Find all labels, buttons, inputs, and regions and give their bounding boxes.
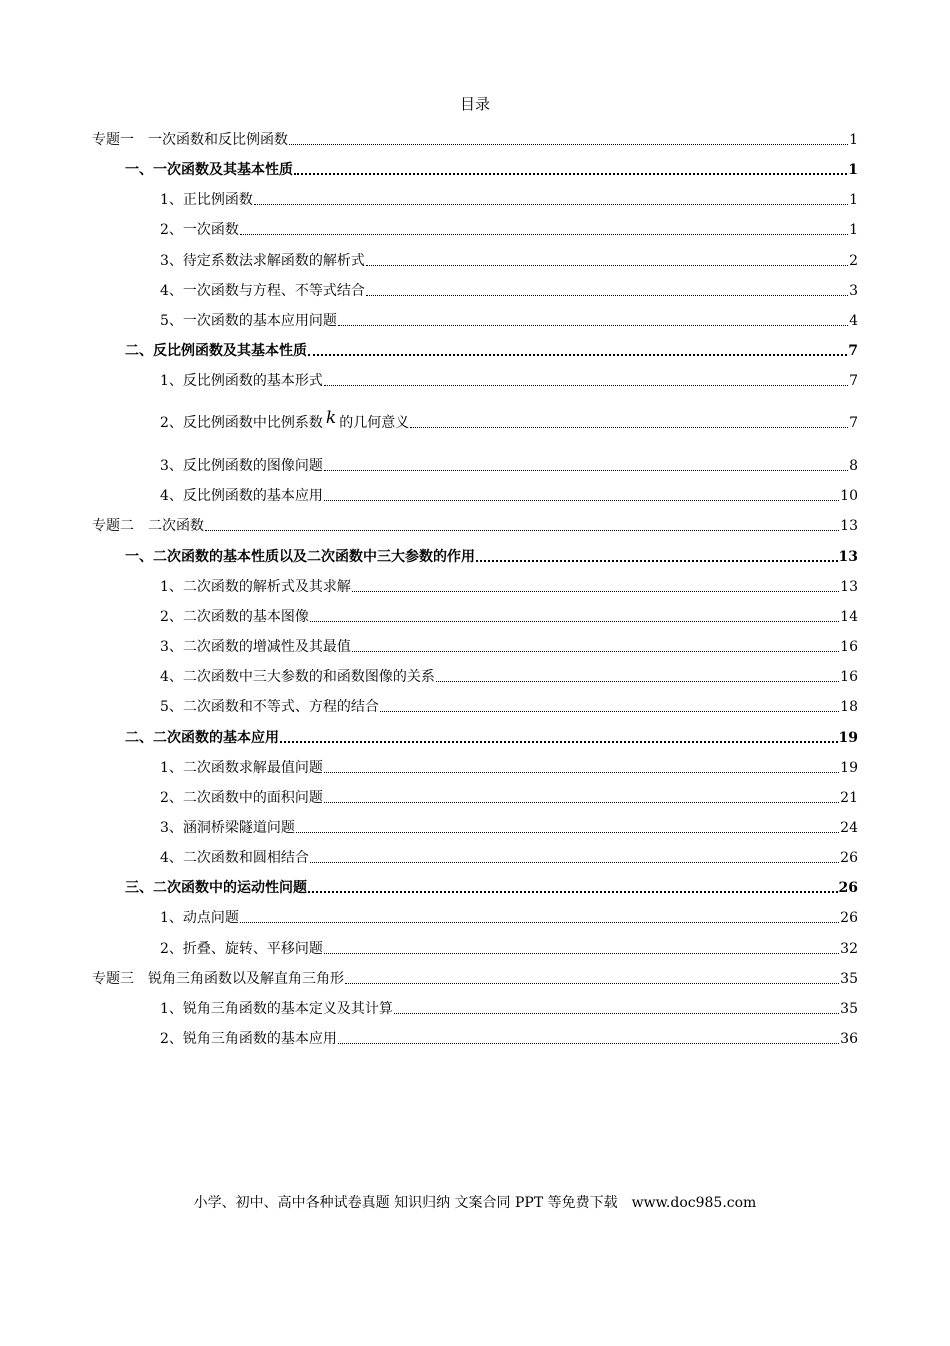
toc-entry-label: 1、二次函数的解析式及其求解	[160, 579, 351, 595]
dot-leader	[410, 427, 848, 428]
toc-entry-subsection[interactable]	[0, 280, 858, 300]
toc-entry-label: 二、二次函数的基本应用	[125, 730, 279, 746]
toc-entry-label: 1、动点问题	[160, 910, 239, 926]
toc-page-number: 35	[840, 1001, 858, 1017]
toc-page-number: 32	[840, 941, 858, 957]
math-variable-k: k	[325, 408, 337, 428]
toc-page-number: 1	[849, 192, 858, 208]
toc-entry-subsection[interactable]	[0, 310, 858, 330]
page-footer: 小学、初中、高中各种试卷真题 知识归纳 文案合同 PPT 等免费下载 www.doc985.com	[193, 1195, 757, 1211]
toc-entry-section[interactable]	[0, 877, 858, 897]
dot-leader	[324, 500, 839, 501]
toc-entry-label: 2、二次函数中的面积问题	[160, 790, 323, 806]
dot-leader	[394, 1013, 839, 1014]
toc-entry-label: 一、二次函数的基本性质以及二次函数中三大参数的作用	[125, 549, 475, 565]
toc-entry-label: 专题二 二次函数	[92, 518, 204, 534]
toc-page-number: 1	[849, 222, 858, 238]
dot-leader	[380, 711, 839, 712]
toc-entry-subsection[interactable]	[0, 370, 858, 390]
toc-entry-label: 3、涵洞桥梁隧道问题	[160, 820, 295, 836]
toc-entry-label: 一、一次函数及其基本性质	[125, 162, 293, 178]
toc-entry-label: 4、二次函数和圆相结合	[160, 850, 309, 866]
toc-entry-subsection[interactable]	[0, 606, 858, 626]
dot-leader	[324, 385, 848, 386]
toc-entry-label: 4、反比例函数的基本应用	[160, 488, 323, 504]
toc-page-number: 24	[840, 820, 858, 836]
dot-leader	[352, 651, 839, 652]
toc-entry-label: 1、二次函数求解最值问题	[160, 760, 323, 776]
dot-leader	[205, 530, 839, 531]
toc-page-number: 7	[849, 373, 858, 389]
toc-entry-topic-3[interactable]	[0, 968, 858, 988]
toc-entry-subsection[interactable]	[0, 219, 858, 239]
toc-entry-subsection[interactable]	[0, 847, 858, 867]
dot-leader	[294, 173, 847, 175]
toc-entry-subsection[interactable]	[0, 757, 858, 777]
toc-page-number: 18	[840, 699, 858, 715]
toc-entry-subsection[interactable]	[0, 250, 858, 270]
toc-page-number: 19	[838, 730, 858, 746]
dot-leader	[310, 862, 839, 863]
dot-leader	[366, 265, 848, 266]
toc-entry-label: 3、待定系数法求解函数的解析式	[160, 253, 365, 269]
toc-entry-label: 4、一次函数与方程、不等式结合	[160, 283, 365, 299]
toc-entry-label: 三、二次函数中的运动性问题	[125, 880, 307, 896]
toc-page-number: 26	[838, 880, 858, 896]
dot-leader	[280, 741, 838, 743]
toc-entry-label: 专题一 一次函数和反比例函数	[92, 132, 288, 148]
dot-leader	[324, 802, 839, 803]
toc-entry-subsection[interactable]	[0, 576, 858, 596]
toc-page-number: 13	[840, 518, 858, 534]
toc-entry-section[interactable]	[0, 340, 858, 360]
dot-leader	[324, 953, 839, 954]
toc-page-number: 16	[840, 639, 858, 655]
toc-entry-label: 1、反比例函数的基本形式	[160, 373, 323, 389]
toc-entry-label: 2、一次函数	[160, 222, 239, 238]
toc-page-number: 36	[840, 1031, 858, 1047]
toc-page-number: 7	[848, 343, 858, 359]
toc-entry-topic-1[interactable]	[0, 129, 858, 149]
dot-leader	[310, 621, 839, 622]
toc-entry-section[interactable]	[0, 159, 858, 179]
toc-entry-section[interactable]	[0, 546, 858, 566]
dot-leader	[476, 560, 838, 562]
toc-entry-label: 2、折叠、旋转、平移问题	[160, 941, 323, 957]
dot-leader	[240, 234, 848, 235]
toc-page-number: 1	[849, 132, 858, 148]
toc-page-number: 13	[840, 579, 858, 595]
toc-entry-label: 二、反比例函数及其基本性质	[125, 343, 307, 359]
toc-entry-label: 1、正比例函数	[160, 192, 253, 208]
toc-entry-subsection[interactable]	[0, 998, 858, 1018]
toc-entry-subsection[interactable]	[0, 787, 858, 807]
dot-leader	[345, 983, 839, 984]
toc-entry-label: 4、二次函数中三大参数的和函数图像的关系	[160, 669, 435, 685]
toc-entry-subsection[interactable]	[0, 455, 858, 475]
toc-entry-label: 3、反比例函数的图像问题	[160, 458, 323, 474]
toc-entry-label: 5、二次函数和不等式、方程的结合	[160, 699, 379, 715]
toc-entry-label: 专题三 锐角三角函数以及解直角三角形	[92, 971, 344, 987]
dot-leader	[254, 204, 848, 205]
toc-entry-subsection[interactable]	[0, 938, 858, 958]
toc-page-number: 10	[840, 488, 858, 504]
toc-page-number: 19	[840, 760, 858, 776]
toc-entry-subsection[interactable]	[0, 189, 858, 209]
toc-entry-label-text: 的几何意义	[339, 415, 410, 431]
toc-entry-label: 3、二次函数的增减性及其最值	[160, 639, 351, 655]
toc-page-number: 26	[840, 850, 858, 866]
toc-entry-subsection[interactable]	[0, 817, 858, 837]
toc-page-number: 7	[849, 415, 858, 431]
toc-page-number: 13	[838, 549, 858, 565]
dot-leader	[240, 922, 839, 923]
dot-leader	[308, 354, 847, 356]
toc-page-number: 16	[840, 669, 858, 685]
dot-leader	[289, 144, 848, 145]
toc-entry-label: 2、二次函数的基本图像	[160, 609, 309, 625]
toc-entry-subsection[interactable]	[0, 1028, 858, 1048]
toc-entry-subsection[interactable]	[0, 666, 858, 686]
toc-entry-label: 1、锐角三角函数的基本定义及其计算	[160, 1001, 393, 1017]
toc-entry-subsection[interactable]	[0, 907, 858, 927]
dot-leader	[366, 295, 848, 296]
dot-leader	[324, 470, 848, 471]
toc-entry-label: 2、锐角三角函数的基本应用	[160, 1031, 337, 1047]
toc-title: 目录	[459, 95, 490, 113]
toc-entry-label-text: 2、反比例函数中比例系数	[160, 415, 323, 431]
dot-leader	[308, 891, 838, 893]
toc-entry-subsection[interactable]	[0, 696, 858, 716]
toc-entry-label: 5、一次函数的基本应用问题	[160, 313, 337, 329]
toc-entry-subsection[interactable]	[0, 636, 858, 656]
dot-leader	[324, 772, 839, 773]
toc-entry-subsection[interactable]	[0, 485, 858, 505]
dot-leader	[338, 1043, 839, 1044]
toc-entry-topic-2[interactable]	[0, 515, 858, 535]
dot-leader	[296, 832, 839, 833]
dot-leader	[436, 681, 839, 682]
toc-page-number: 35	[840, 971, 858, 987]
dot-leader	[338, 325, 848, 326]
toc-entry-section[interactable]	[0, 727, 858, 747]
toc-page-number: 8	[849, 458, 858, 474]
toc-page-number: 4	[849, 313, 858, 329]
toc-page-number: 2	[849, 253, 858, 269]
toc-entry-subsection[interactable]	[0, 408, 858, 432]
toc-page-number: 1	[848, 162, 858, 178]
toc-entry-label	[160, 408, 410, 432]
toc-page-number: 3	[849, 283, 858, 299]
toc-page-number: 21	[840, 790, 858, 806]
dot-leader	[352, 591, 839, 592]
toc-page-number: 26	[840, 910, 858, 926]
toc-page-number: 14	[840, 609, 858, 625]
